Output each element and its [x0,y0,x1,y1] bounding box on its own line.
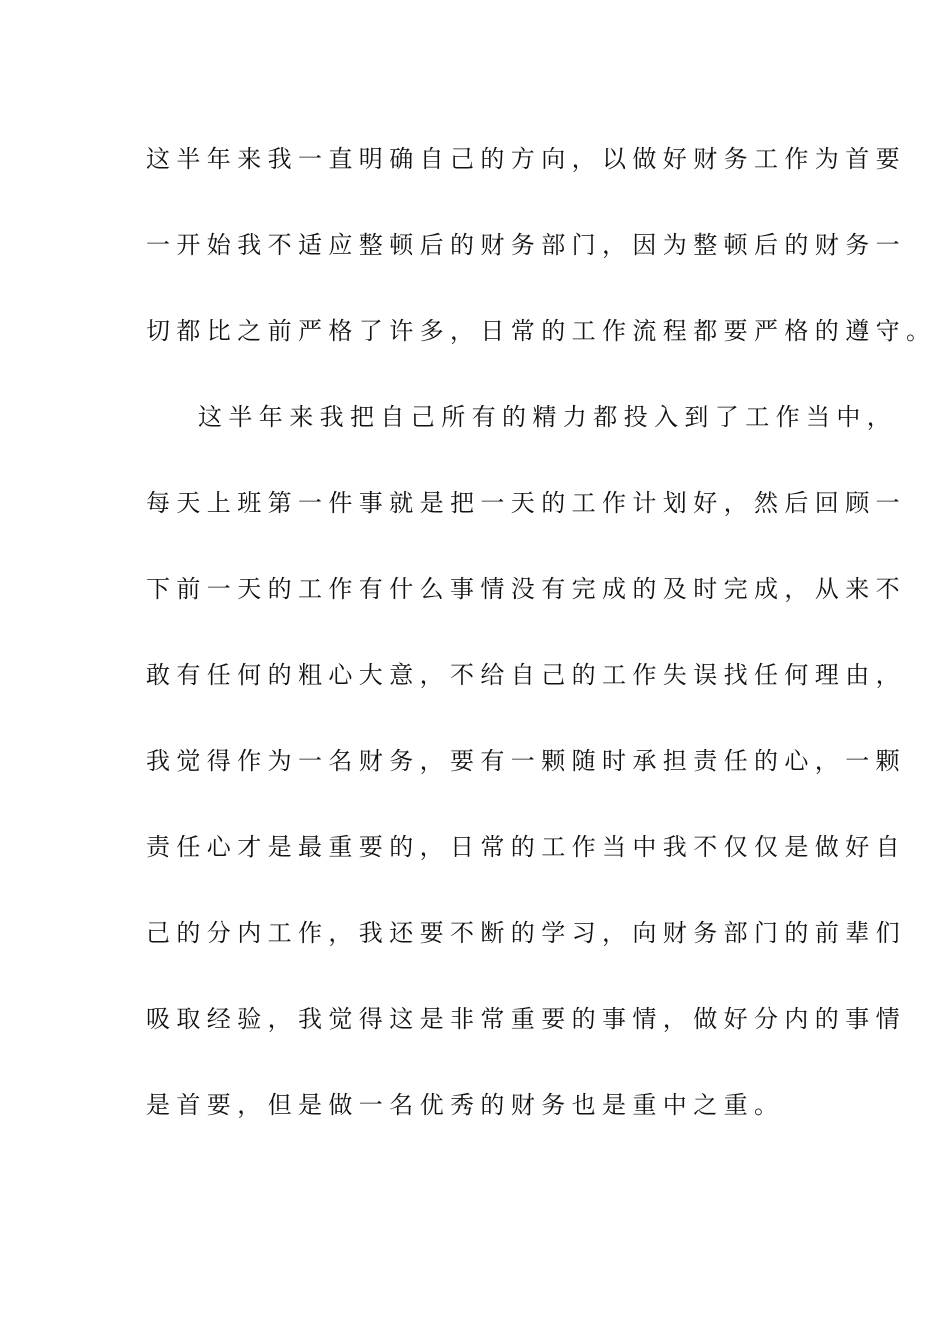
paragraph-line: 是首要，但是做一名优秀的财务也是重中之重。 [146,1091,785,1119]
paragraph-line: 吸取经验，我觉得这是非常重要的事情，做好分内的事情 [146,1005,906,1033]
paragraph-line: 切都比之前严格了许多，日常的工作流程都要严格的遵守。 [146,317,937,345]
paragraph-line: 敢有任何的粗心大意，不给自己的工作失误找任何理由， [146,661,906,689]
paragraph-line: 这半年来我一直明确自己的方向，以做好财务工作为首要 [146,145,906,173]
paragraph-line: 一开始我不适应整顿后的财务部门，因为整顿后的财务一 [146,231,906,259]
paragraph-line: 我觉得作为一名财务，要有一颗随时承担责任的心，一颗 [146,747,906,775]
paragraph-line: 下前一天的工作有什么事情没有完成的及时完成，从来不 [146,575,906,603]
paragraph-line: 己的分内工作，我还要不断的学习，向财务部门的前辈们 [146,919,906,947]
paragraph-line: 每天上班第一件事就是把一天的工作计划好，然后回顾一 [146,489,906,517]
paragraph-line: 责任心才是最重要的，日常的工作当中我不仅仅是做好自 [146,833,906,861]
paragraph-first-line: 这半年来我把自己所有的精力都投入到了工作当中， [198,403,898,431]
